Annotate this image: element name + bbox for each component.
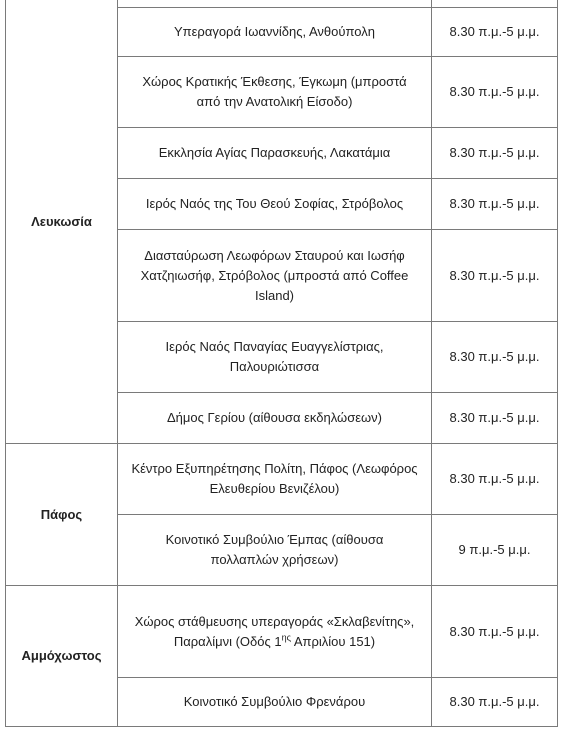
district-cell: Λευκωσία: [6, 0, 118, 444]
table-row: [6, 444, 558, 515]
time-cell: [432, 0, 558, 8]
ordinal-suffix: ης: [281, 632, 291, 643]
time-cell: 8.30 π.μ.-5 μ.μ.: [432, 179, 558, 230]
location-cell: Ιερός Ναός της Του Θεού Σοφίας, Στρόβολος: [118, 179, 432, 230]
location-cell: Κέντρο Εξυπηρέτησης Πολίτη, Πάφος (Λεωφόρος Ελευθερίου Βενιζέλου): [118, 444, 432, 515]
district-cell: Πάφος: [6, 444, 118, 586]
time-cell: 8.30 π.μ.-5 μ.μ.: [432, 586, 558, 678]
district-cell: Αμμόχωστος: [6, 586, 118, 727]
time-cell: 8.30 π.μ.-5 μ.μ.: [432, 128, 558, 179]
location-cell: Ιερός Ναός Παναγίας Ευαγγελίστριας, Παλουριώτισσα: [118, 322, 432, 393]
time-cell: 8.30 π.μ.-5 μ.μ.: [432, 322, 558, 393]
table-row: [6, 586, 558, 678]
location-cell: Δήμος Γερίου (αίθουσα εκδηλώσεων): [118, 393, 432, 444]
time-cell: 9 π.μ.-5 μ.μ.: [432, 515, 558, 586]
location-text: Απριλίου 151): [290, 633, 376, 649]
location-cell: [118, 0, 432, 8]
location-cell: Υπεραγορά Ιωαννίδης, Ανθούπολη: [118, 8, 432, 57]
location-cell: Χώρος Κρατικής Έκθεσης, Έγκωμη (μπροστά από την Ανατολική Είσοδο): [118, 57, 432, 128]
time-cell: 8.30 π.μ.-5 μ.μ.: [432, 393, 558, 444]
location-cell: [118, 586, 432, 678]
location-cell: Διασταύρωση Λεωφόρων Σταυρού και Ιωσήφ Χατζηιωσήφ, Στρόβολος (μπροστά από Coffee Island): [118, 230, 432, 322]
table-row: [6, 0, 558, 8]
time-cell: 8.30 π.μ.-5 μ.μ.: [432, 8, 558, 57]
location-cell: Κοινοτικό Συμβούλιο Φρενάρου: [118, 678, 432, 727]
location-text: Χώρος στάθμευσης υπεραγοράς «Σκλαβενίτης», Παραλίμνι (Οδός 1: [134, 613, 415, 649]
locations-table: [5, 0, 558, 727]
location-cell: Κοινοτικό Συμβούλιο Έμπας (αίθουσα πολλαπλών χρήσεων): [118, 515, 432, 586]
time-cell: 8.30 π.μ.-5 μ.μ.: [432, 57, 558, 128]
time-cell: 8.30 π.μ.-5 μ.μ.: [432, 678, 558, 727]
time-cell: 8.30 π.μ.-5 μ.μ.: [432, 444, 558, 515]
location-cell: Εκκλησία Αγίας Παρασκευής, Λακατάμια: [118, 128, 432, 179]
time-cell: 8.30 π.μ.-5 μ.μ.: [432, 230, 558, 322]
